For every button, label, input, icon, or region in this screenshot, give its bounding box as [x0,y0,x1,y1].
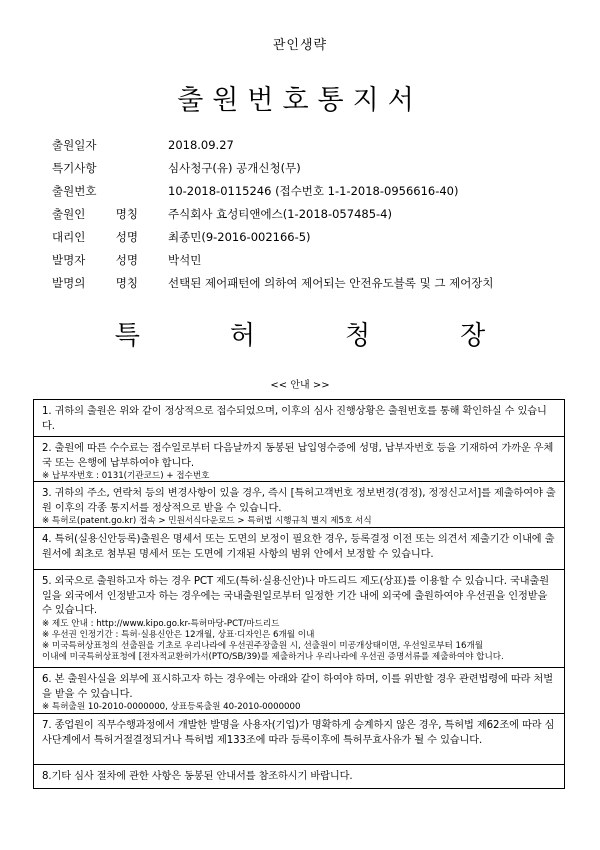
stamp-omitted-label: 관인생략 [272,38,328,53]
issuer-char: 허 [229,321,255,351]
field-label: 특기사항 [52,160,97,175]
notice-text: 4. 특허(실용신안등록)출원은 명세서 또는 도면의 보정이 필요한 경우, 등록결정 이전 또는 의견서 제출기간 이내에 출원서에 최초로 첨부된 명세서 또는 도면에 기재된 사항의 범위 안에서 보정할 수 있습니다. [42,534,555,560]
field-row [30,156,580,179]
notice-text: 7. 종업원이 직무수행과정에서 개발한 발명을 사용자(기업)가 명확하게 승계하지 않은 경우, 특허법 제62조에 따라 심사단계에서 특허거절결정되거나 특허법 제133조에 따라 등록이후에 특허무효사유가 될 수 있습니다. [42,720,555,746]
notice-note: ※ 제도 안내 : http://www.kipo.go.kr-특허마당-PCT/마드리드 [42,618,280,629]
notice-note: ※ 납부자번호 : 0131(기관코드) + 접수번호 [42,471,210,481]
notice-text: 5. 외국으로 출원하고자 하는 경우 PCT 제도(특허·실용신안)나 마드리드 제도(상표)를 이용할 수 있습니다. 국내출원일을 외국에서 인정받고자 하는 경우에는 국내출원일로부터 일정한 기간 내에 외국에 출원하여야 우선권을 인정받을 수 있습니다. [42,576,549,616]
notice-item [34,714,564,765]
notice-text: 8.기타 심사 절차에 관한 사항은 동봉된 안내서를 참조하시기 바랍니다. [42,771,353,782]
notice-item [34,570,564,668]
notice-item [34,400,564,437]
notice-item [34,668,564,714]
field-label: 대리인 성명 [52,229,138,244]
field-label: 출원번호 [52,183,97,198]
field-value: 선택된 제어패턴에 의하여 제어되는 안전유도블록 및 그 제어장치 [168,275,494,290]
field-label: 발명자 성명 [52,252,138,267]
issuer-char: 특 [114,321,140,351]
notice-item [34,482,564,528]
notice-text: 1. 귀하의 출원은 위와 같이 정상적으로 접수되었으며, 이후의 심사 진행상황은 출원번호를 통해 확인하실 수 있습니다. [42,406,547,432]
notice-note: 이내에 미국특허상표청에 [전자적교환허가서(PTO/SB/39)를 제출하거나 우리나라에 우선권 증명서류를 제출하여야 합니다. [42,651,504,662]
notice-note: ※ 특허로(patent.go.kr) 접속 > 민원서식다운로드 > 특허법 시행규칙 별지 제5호 서식 [42,516,372,526]
field-row [30,271,580,294]
field-label: 출원일자 [52,137,97,152]
issuer-char: 장 [460,321,486,351]
issuer-char: 청 [345,321,371,351]
notice-text: 2. 출원에 따른 수수료는 접수일로부터 다음날까지 동봉된 납입영수증에 성명, 납부자번호 등을 기재하여 가까운 우체국 또는 은행에 납부하여야 합니다. [42,443,554,469]
notice-item [34,528,564,570]
field-label: 출원인 명칭 [52,206,138,221]
field-row [30,225,580,248]
notice-item [34,765,564,789]
notice-text: 6. 본 출원사실을 외부에 표시하고자 하는 경우에는 아래와 같이 하여야 하며, 이를 위반할 경우 관련법령에 따라 처벌을 받을 수 있습니다. [42,674,553,700]
field-row [30,133,580,156]
notice-box [33,399,565,789]
notice-heading: << 안내 >> [270,380,330,391]
field-row [30,248,580,271]
field-value: 10-2018-0115246 (접수번호 1-1-2018-0956616-40) [168,183,459,198]
notice-text: 3. 귀하의 주소, 연락처 등의 변경사항이 있을 경우, 즉시 [특허고객번호 정보변경(경정), 정정신고서]를 제출하여야 출원 이후의 각종 통지서를 정상적으로 받을 수 있습니다. [42,488,556,514]
issuer-name [0,315,600,352]
field-row [30,202,580,225]
field-value: 2018.09.27 [168,137,234,152]
field-value: 심사청구(유) 공개신청(무) [168,160,301,175]
notice-note: ※ 미국특허상표청의 선출원을 기초로 우리나라에 우선권주장출원 시, 선출원이 미공개상태이면, 우선일로부터 16개월 [42,640,484,651]
field-value: 주식회사 효성티앤에스(1-2018-057485-4) [168,206,392,221]
notice-note: ※ 특허출원 10-2010-0000000, 상표등록출원 40-2010-0000000 [42,702,301,712]
field-value: 최종민(9-2016-002166-5) [168,229,311,244]
document-title: 출원번호통지서 [177,85,423,116]
field-label: 발명의 명칭 [52,275,138,290]
notice-note: ※ 우선권 인정기간 : 특허·실용신안은 12개월, 상표·디자인은 6개월 이내 [42,629,315,640]
field-value: 박석민 [168,252,202,267]
field-row [30,179,580,202]
notice-item [34,437,564,482]
application-info [30,133,580,294]
